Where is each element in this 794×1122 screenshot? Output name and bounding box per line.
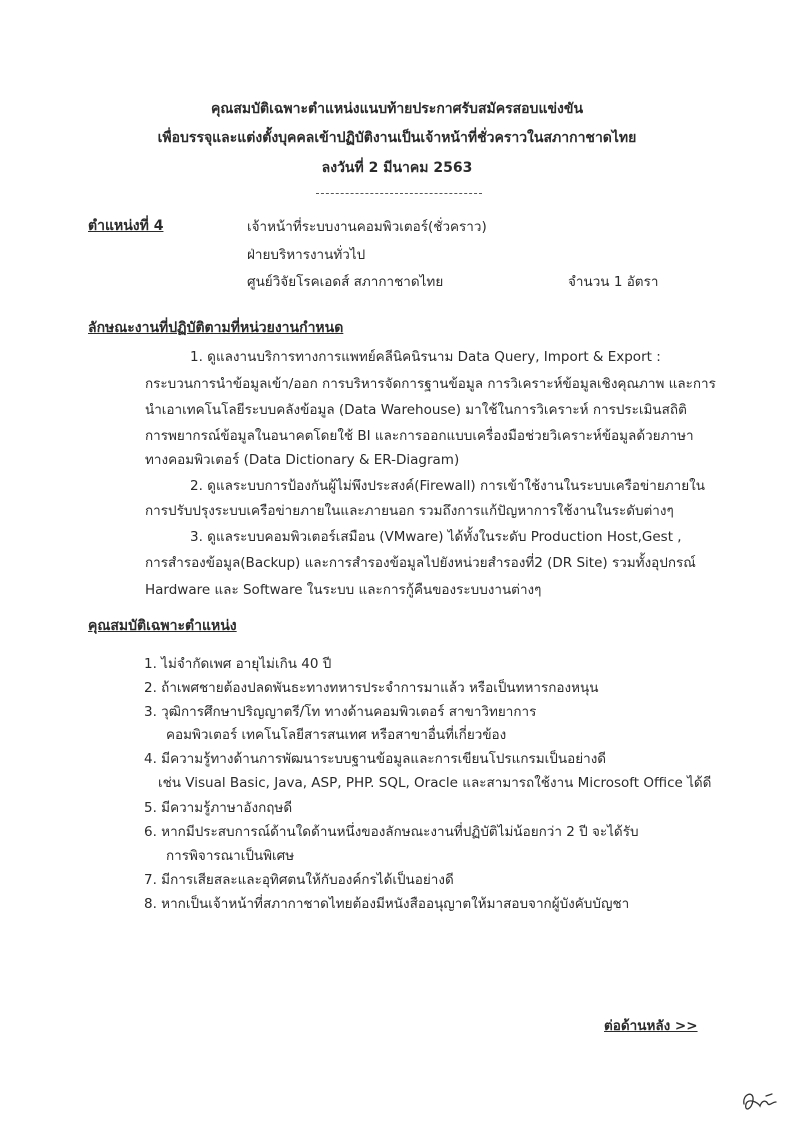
- duty-line: ทางคอมพิวเตอร์ (Data Dictionary & ER-Diagram): [145, 452, 460, 468]
- header-line-1: คุณสมบัติเฉพาะตำแหน่งแนบท้ายประกาศรับสมัครสอบแข่งขัน: [210, 101, 584, 117]
- qualification-line: 1. ไม่จำกัดเพศ อายุไม่เกิน 40 ปี: [144, 656, 332, 672]
- qualification-line: การพิจารณาเป็นพิเศษ: [166, 848, 295, 864]
- duty-line: กระบวนการนำข้อมูลเข้า/ออก การบริหารจัดการฐานข้อมูล การวิเคราะห์ข้อมูลเชิงคุณภาพ และการ: [145, 376, 716, 392]
- continue-link[interactable]: ต่อด้านหลัง >>: [604, 1018, 698, 1034]
- qualifications-heading: คุณสมบัติเฉพาะตำแหน่ง: [88, 618, 237, 634]
- duty-line: 3. ดูแลระบบคอมพิวเตอร์เสมือน (VMware) ได้ทั้งในระดับ Production Host,Gest ,: [190, 529, 682, 545]
- header-line-2: เพื่อบรรจุและแต่งตั้งบุคคลเข้าปฏิบัติงานเป็นเจ้าหน้าที่ชั่วคราวในสภากาชาดไทย: [157, 130, 637, 146]
- qualification-line: 5. มีความรู้ภาษาอังกฤษดี: [144, 800, 293, 816]
- qualification-line: เช่น Visual Basic, Java, ASP, PHP. SQL, Oracle และสามารถใช้งาน Microsoft Office ได้ดี: [158, 775, 712, 791]
- qualification-line: 3. วุฒิการศึกษาปริญญาตรี/โท ทางด้านคอมพิวเตอร์ สาขาวิทยาการ: [144, 704, 537, 720]
- position-label: ตำแหน่งที่ 4: [88, 218, 164, 234]
- duty-line: Hardware และ Software ในระบบ และการกู้คืนของระบบงานต่างๆ: [145, 582, 542, 598]
- qualification-line: 8. หากเป็นเจ้าหน้าที่สภากาชาดไทยต้องมีหนังสืออนุญาตให้มาสอบจากผู้บังคับบัญชา: [144, 896, 630, 912]
- qualification-line: 4. มีความรู้ทางด้านการพัฒนาระบบฐานข้อมูลและการเขียนโปรแกรมเป็นอย่างดี: [144, 751, 607, 767]
- position-division: ฝ่ายบริหารงานทั่วไป: [247, 247, 366, 263]
- qualification-line: 2. ถ้าเพศชายต้องปลดพันธะทางทหารประจำการมาแล้ว หรือเป็นทหารกองหนุน: [144, 680, 599, 696]
- qualification-line: 7. มีการเสียสละและอุทิศตนให้กับองค์กรได้เป็นอย่างดี: [144, 872, 454, 888]
- duties-heading: ลักษณะงานที่ปฏิบัติตามที่หน่วยงานกำหนด: [88, 320, 344, 336]
- position-center: ศูนย์วิจัยโรคเอดส์ สภากาชาดไทย: [247, 274, 444, 290]
- position-title: เจ้าหน้าที่ระบบงานคอมพิวเตอร์(ชั่วคราว): [247, 219, 487, 235]
- duty-line: การสำรองข้อมูล(Backup) และการสำรองข้อมูลไปยังหน่วยสำรองที่2 (DR Site) รวมทั้งอุปกรณ์: [145, 555, 696, 571]
- duty-line: 1. ดูแลงานบริการทางการแพทย์คลีนิคนิรนาม Data Query, Import & Export :: [190, 349, 661, 365]
- duty-line: การพยากรณ์ข้อมูลในอนาคตโดยใช้ BI และการออกแบบเครื่องมือช่วยวิเคราะห์ข้อมูลด้วยภาษา: [145, 428, 694, 444]
- qualification-line: คอมพิวเตอร์ เทคโนโลยีสารสนเทศ หรือสาขาอื่นที่เกี่ยวข้อง: [166, 727, 507, 743]
- header-divider: [316, 193, 482, 194]
- duty-line: นำเอาเทคโนโลยีระบบคลังข้อมูล (Data Warehouse) มาใช้ในการวิเคราะห์ การประเมินสถิติ: [145, 402, 687, 418]
- header-date: ลงวันที่ 2 มีนาคม 2563: [321, 160, 473, 176]
- position-quota: จำนวน 1 อัตรา: [568, 274, 659, 290]
- signature-icon: [738, 1082, 784, 1118]
- qualification-line: 6. หากมีประสบการณ์ด้านใดด้านหนึ่งของลักษณะงานที่ปฏิบัติไม่น้อยกว่า 2 ปี จะได้รับ: [144, 824, 639, 840]
- duty-line: 2. ดูแลระบบการป้องกันผู้ไม่พึงประสงค์(Firewall) การเข้าใช้งานในระบบเครือข่ายภายใน: [190, 478, 705, 494]
- duty-line: การปรับปรุงระบบเครือข่ายภายในและภายนอก รวมถึงการแก้ปัญหาการใช้งานในระดับต่างๆ: [145, 503, 674, 519]
